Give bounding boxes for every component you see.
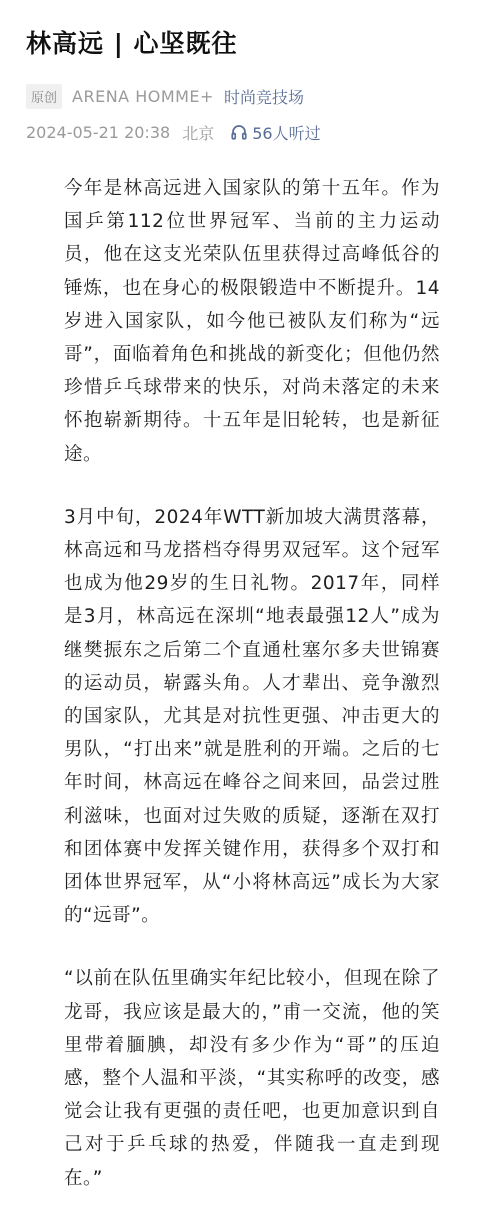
listen-count-link[interactable] bbox=[230, 121, 320, 144]
publish-time: 2024-05-21 20:38 bbox=[26, 122, 171, 142]
article-title: 林高远 | 心坚既往 bbox=[26, 29, 238, 58]
publish-location: 北京 bbox=[182, 123, 215, 143]
original-tag: 原创 bbox=[26, 84, 62, 109]
paragraph: 今年是林高远进入国家队的第十五年。作为国乒第112位世界冠军、当前的主力运动员，他在这支光荣队伍里获得过高峰低谷的锤炼，也在身心的极限锻造中不断提升。14岁进入国家队，如今他已被队友们称为“远哥”，面临着角色和挑战的新变化；但他仍然珍惜乒乓球带来的快乐，对尚未落定的未来怀抱崭新期待。十五年是旧轮转，也是新征途。 bbox=[64, 178, 440, 465]
paragraph: “以前在队伍里确实年纪比较小，但现在除了龙哥，我应该是最大的，”甫一交流，他的笑里带着腼腆，却没有多少作为“哥”的压迫感，整个人温和平淡，“其实称呼的改变，感觉会让我有更强的责任吧，也更加意识到自己对于乒乓球的热爱，伴随我一直走到现在。” bbox=[64, 968, 440, 1189]
listen-count: 56人听过 bbox=[252, 123, 321, 143]
article-meta-source bbox=[26, 84, 304, 108]
paragraph: 3月中旬，2024年WTT新加坡大满贯落幕，林高远和马龙搭档夺得男双冠军。这个冠军也成为他29岁的生日礼物。2017年，同样是3月，林高远在深圳“地表最强12人”成为继樊振东之后第二个直通杜塞尔多夫世锦赛的运动员，崭露头角。人才辈出、竞争激烈的国家队，尤其是对抗性更强、冲击更大的男队，“打出来”就是胜利的开端。之后的七年时间，林高远在峰谷之间来回，品尝过胜利滋味，也面对过失败的质疑，逐渐在双打和团体赛中发挥关键作用，获得多个双打和团体世界冠军，从“小将林高远”成长为大家的“远哥”。 bbox=[64, 506, 440, 927]
headphones-icon bbox=[230, 123, 248, 141]
article-body bbox=[64, 172, 440, 1195]
account-name: ARENA HOMME+ bbox=[72, 86, 214, 106]
channel-link[interactable]: 时尚竞技场 bbox=[223, 87, 304, 107]
article-meta-info bbox=[26, 120, 321, 144]
